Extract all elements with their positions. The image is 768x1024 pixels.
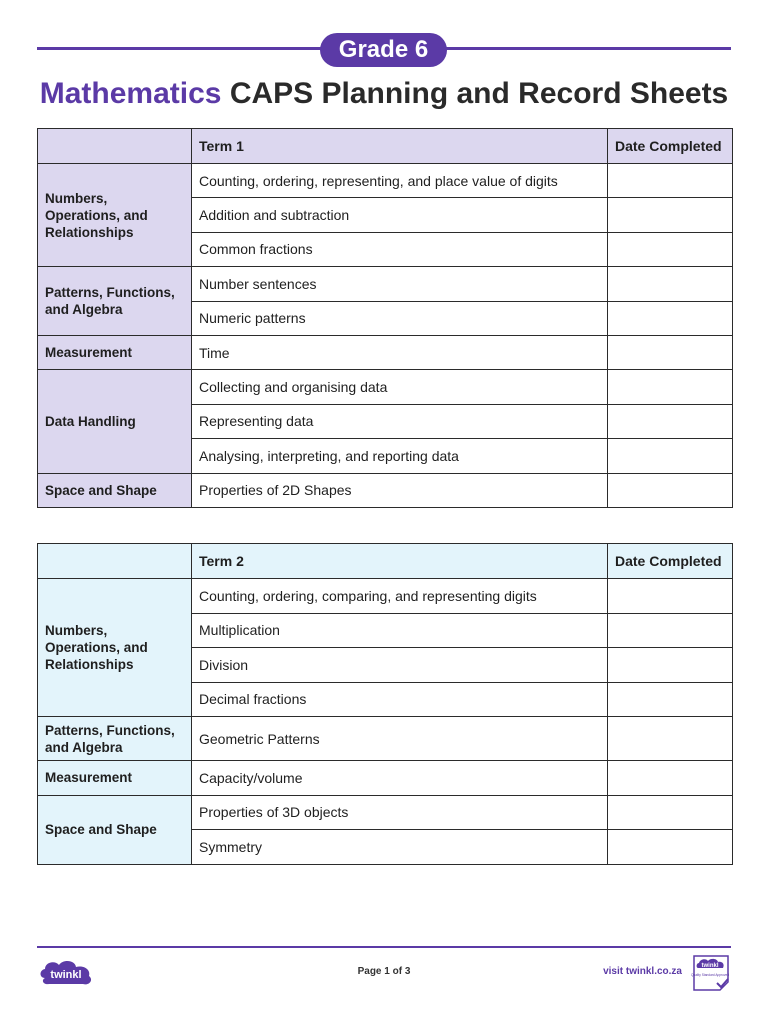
- date-completed-cell[interactable]: [608, 795, 733, 830]
- category-cell: Numbers, Operations, and Relationships: [38, 579, 192, 717]
- date-completed-cell[interactable]: [608, 717, 733, 761]
- date-completed-cell[interactable]: [608, 648, 733, 683]
- date-completed-cell[interactable]: [608, 164, 733, 198]
- topic-cell: Collecting and organising data: [192, 370, 608, 404]
- date-completed-cell[interactable]: [608, 682, 733, 717]
- table-row: [38, 335, 733, 369]
- category-cell: Patterns, Functions, and Algebra: [38, 267, 192, 336]
- title-rest: CAPS Planning and Record Sheets: [229, 77, 729, 110]
- date-completed-cell[interactable]: [608, 761, 733, 796]
- date-completed-cell[interactable]: [608, 579, 733, 614]
- category-cell: Measurement: [38, 761, 192, 796]
- topic-cell: Properties of 3D objects: [192, 795, 608, 830]
- category-cell: Measurement: [38, 335, 192, 369]
- footer-rule: [37, 946, 731, 948]
- date-completed-cell[interactable]: [608, 473, 733, 507]
- date-completed-cell[interactable]: [608, 301, 733, 335]
- date-completed-cell[interactable]: [608, 232, 733, 266]
- logo-text: twinkl: [50, 969, 82, 981]
- topic-cell: Multiplication: [192, 613, 608, 648]
- header-row: [38, 129, 733, 164]
- category-cell: Numbers, Operations, and Relationships: [38, 164, 192, 267]
- topic-cell: Symmetry: [192, 830, 608, 865]
- table-row: [38, 761, 733, 796]
- header-blank-cell: [38, 129, 192, 164]
- table-row: [38, 370, 733, 404]
- table-row: [38, 473, 733, 507]
- topic-cell: Time: [192, 335, 608, 369]
- topic-cell: Number sentences: [192, 267, 608, 301]
- date-completed-cell[interactable]: [608, 613, 733, 648]
- table-row: [38, 164, 733, 198]
- date-completed-cell[interactable]: [608, 198, 733, 232]
- category-cell: Data Handling: [38, 370, 192, 473]
- topic-cell: Counting, ordering, representing, and place value of digits: [192, 164, 608, 198]
- date-completed-header: Date Completed: [608, 129, 733, 164]
- topic-cell: Counting, ordering, comparing, and representing digits: [192, 579, 608, 614]
- header-blank-cell: [38, 544, 192, 579]
- topic-cell: Capacity/volume: [192, 761, 608, 796]
- table-row: [38, 267, 733, 301]
- category-cell: Patterns, Functions, and Algebra: [38, 717, 192, 761]
- date-completed-cell[interactable]: [608, 439, 733, 473]
- term-label: Term 1: [192, 129, 608, 164]
- table-row: [38, 795, 733, 830]
- topic-cell: Division: [192, 648, 608, 683]
- date-completed-cell[interactable]: [608, 267, 733, 301]
- topic-cell: Numeric patterns: [192, 301, 608, 335]
- table-row: [38, 717, 733, 761]
- topic-cell: Geometric Patterns: [192, 717, 608, 761]
- category-cell: Space and Shape: [38, 795, 192, 864]
- topic-cell: Properties of 2D Shapes: [192, 473, 608, 507]
- term-1-table: [37, 128, 733, 508]
- quality-badge: [690, 952, 732, 994]
- topic-cell: Analysing, interpreting, and reporting data: [192, 439, 608, 473]
- term-label: Term 2: [192, 544, 608, 579]
- header-row: [38, 544, 733, 579]
- grade-badge: Grade 6: [320, 33, 447, 67]
- table-row: [38, 579, 733, 614]
- topic-cell: Common fractions: [192, 232, 608, 266]
- term-2-table: [37, 543, 733, 865]
- topic-cell: Decimal fractions: [192, 682, 608, 717]
- website-link[interactable]: visit twinkl.co.za: [603, 966, 682, 977]
- badge-caption: Quality Standard Approved: [690, 973, 730, 977]
- category-cell: Space and Shape: [38, 473, 192, 507]
- date-completed-cell[interactable]: [608, 370, 733, 404]
- page-title: [0, 76, 768, 112]
- topic-cell: Representing data: [192, 404, 608, 438]
- date-completed-cell[interactable]: [608, 335, 733, 369]
- badge-text: twinkl: [701, 963, 719, 969]
- date-completed-cell[interactable]: [608, 830, 733, 865]
- date-completed-header: Date Completed: [608, 544, 733, 579]
- date-completed-cell[interactable]: [608, 404, 733, 438]
- page-number: Page 1 of 3: [357, 966, 411, 977]
- topic-cell: Addition and subtraction: [192, 198, 608, 232]
- title-accent: Mathematics: [39, 77, 222, 110]
